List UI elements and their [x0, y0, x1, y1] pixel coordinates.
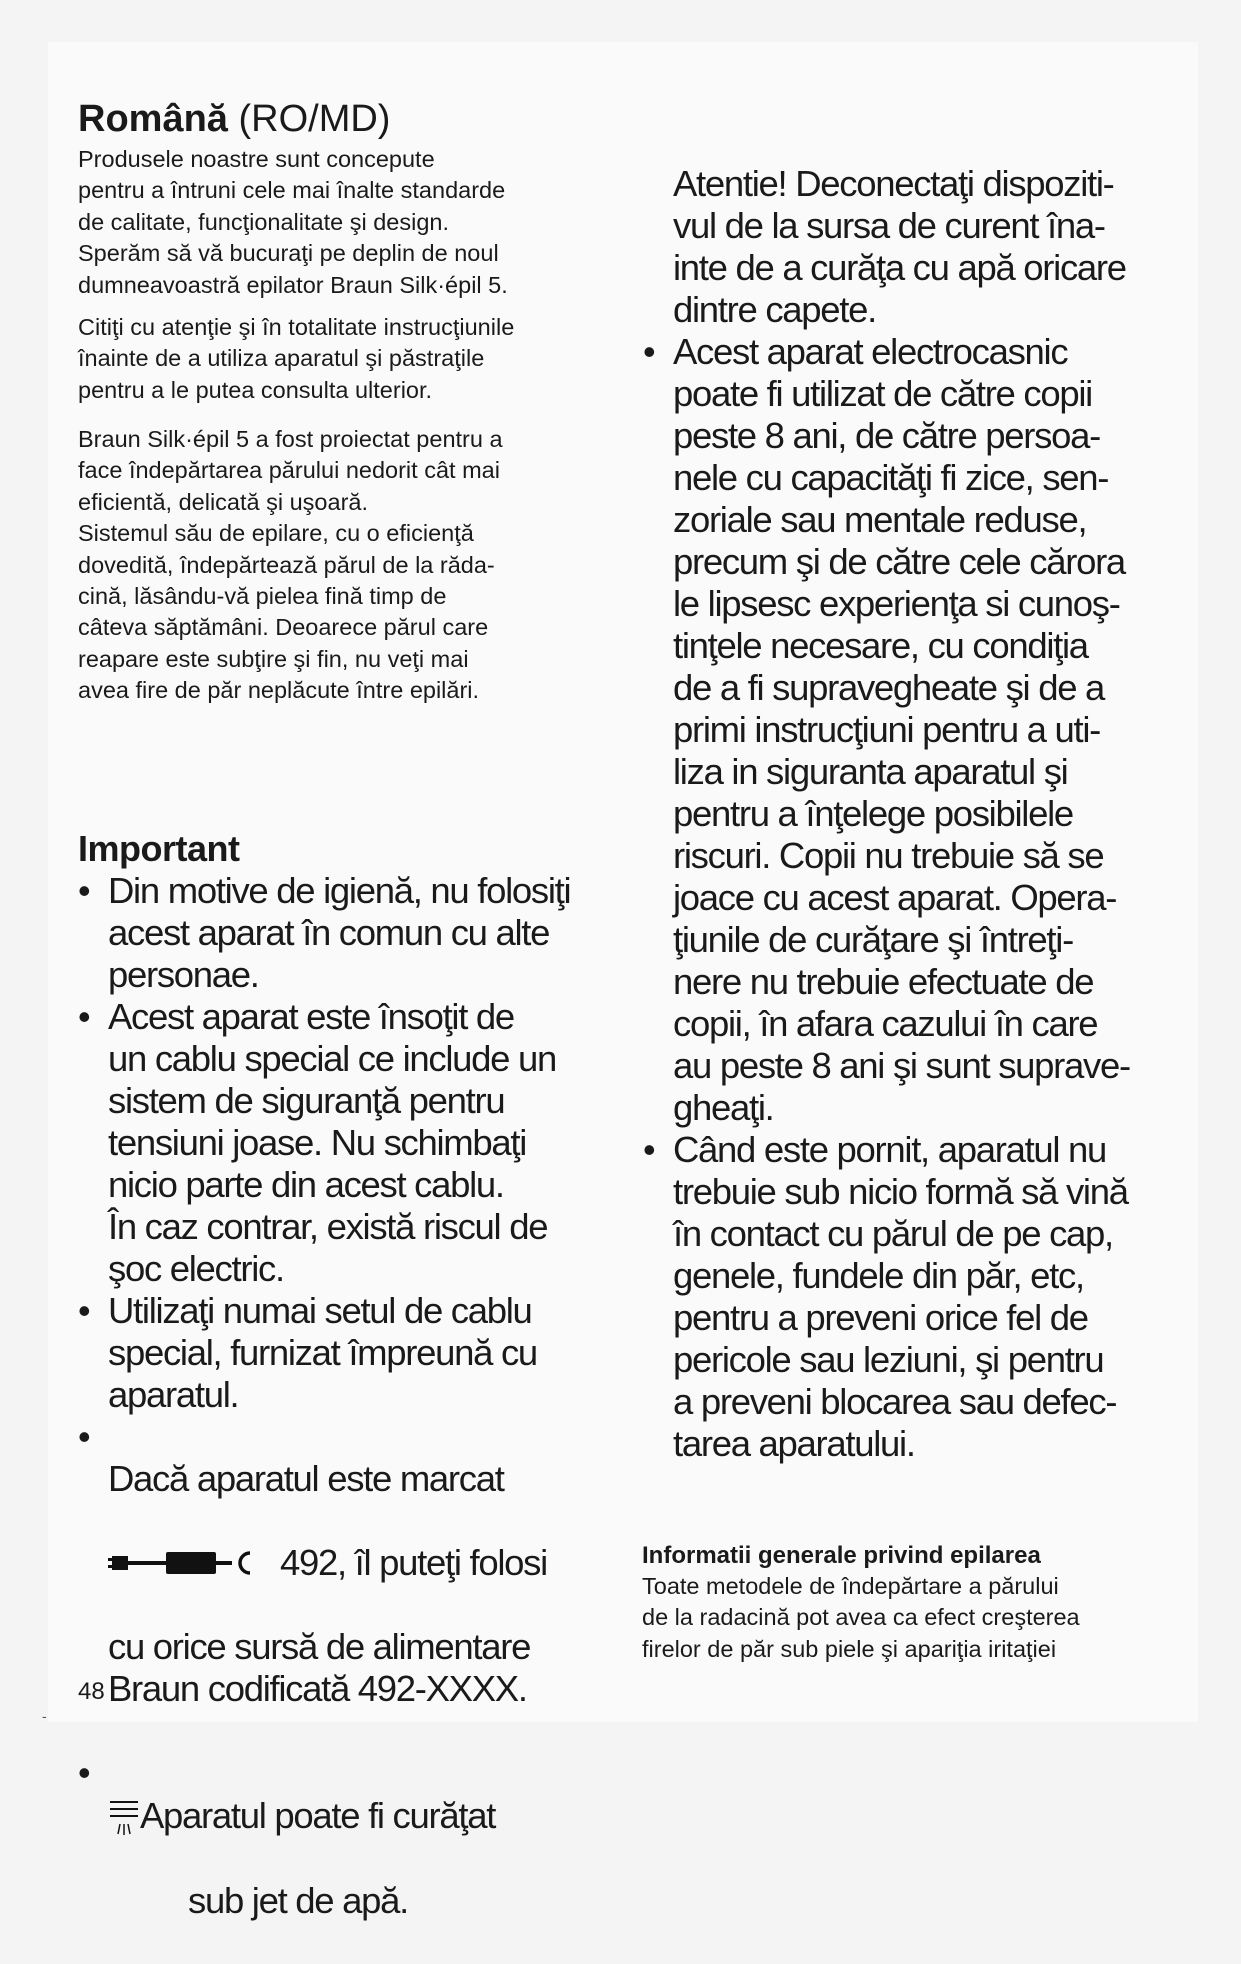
intro-paragraph-2: Citiţi cu atenţie şi în totalitate instrucţiunile înainte de a utiliza aparatul şi păstraţile pentru a le putea consulta ulterior. — [78, 314, 515, 403]
intro-paragraph-3: Braun Silk·épil 5 a fost proiectat pentru a face îndepărtarea părului nedorit cât mai eficientă, delicată şi uşoară. Sistemul său de epilare, cu o eficienţă dovedită, îndepărtează părul de la răda- cină, lăsându-vă pielea fină timp de câteva săptămâni. Deoarece părul care reapare este subţire şi fin, nu veţi mai avea fire de păr neplăcute între epilări. — [78, 426, 503, 704]
marking-item-code-line — [108, 1542, 638, 1584]
heading-code: (RO/MD) — [238, 98, 391, 140]
important-list — [78, 870, 638, 1964]
intro-paragraph-1: Produsele noastre sunt concepute pentru a întruni cele mai înalte standarde de calitate, funcţionalitate şi design. Sperăm să vă bucuraţi pe deplin de noul dumneavoastră epilator Braun Silk·épil 5. — [78, 146, 508, 298]
list-item — [643, 1129, 1183, 1465]
bullet: • — [643, 331, 656, 372]
safety-list — [643, 331, 1183, 1465]
list-item — [78, 870, 638, 996]
list-item — [78, 1416, 638, 1752]
water-jet-icon — [108, 1794, 140, 1838]
bullet: • — [78, 996, 91, 1037]
marking-item-line1: Dacă aparatul este marcat — [108, 1458, 504, 1499]
edge-mark: - — [42, 1708, 47, 1724]
page-number: 48 — [78, 1678, 105, 1705]
bullet: • — [78, 1752, 91, 1793]
hair-contact-text: Când este pornit, aparatul nu trebuie sub nicio formă să vină în contact cu părul de pe cap, genele, fundele din păr, etc, pentru a preveni orice fel de pericole sau leziuni, şi pentru a preveni blocarea sau defec- tarea aparatului. — [673, 1129, 1128, 1464]
bullet: • — [643, 1129, 656, 1170]
warning-paragraph: Atentie! Deconectaţi dispoziti- vul de la sursa de curent îna- inte de a curăţa cu apă oricare dintre capete. — [673, 163, 1126, 330]
list-item — [643, 331, 1183, 1129]
heading-language: Română — [78, 98, 228, 140]
list-item — [78, 1752, 638, 1964]
hygiene-item-text: Din motive de igienă, nu folosiţi acest aparat în comun cu alte personae. — [108, 870, 571, 995]
cable-item-text: Acest aparat este însoţit de un cablu special ce include un sistem de siguranţă pentru tensiuni joase. Nu schimbaţi nicio parte din acest cablu. În caz contrar, există riscul de şoc electric. — [108, 996, 556, 1289]
children-safety-text: Acest aparat electrocasnic poate fi utilizat de către copii peste 8 ani, de către persoa- nele cu capacităţi fi zice, sen- zoriale sau mentale reduse, precum şi de către cele cărora le lipsesc experienţa si cunoş- tinţele necesare, cu condiţia de a fi supravegheate şi de a primi instrucţiuni pentru a uti- liza in siguranta aparatul şi pentru a înţelege posibilele riscuri. Copii nu trebuie să se joace cu acest aparat. Opera- ţiunile de curăţare şi întreţi- nere nu trebuie efectuate de copii, în afara cazului în care au peste 8 ani şi sunt suprave- gheaţi. — [673, 331, 1130, 1128]
list-item — [78, 996, 638, 1290]
section-heading — [78, 96, 390, 142]
important-heading: Important — [78, 828, 240, 869]
bullet: • — [78, 870, 91, 911]
list-item — [78, 1290, 638, 1416]
marking-item-rest: cu orice sursă de alimentare Braun codificată 492-XXXX. — [108, 1626, 531, 1709]
info-paragraph: Toate metodele de îndepărtare a părului de la radacină pot avea ca efect creşterea firelor de păr sub piele şi apariţia iritaţiei — [642, 1573, 1080, 1662]
bullet: • — [78, 1416, 91, 1457]
water-item — [108, 1752, 638, 1964]
info-heading: Informatii generale privind epilarea — [642, 1542, 1041, 1569]
water-item-line1: Aparatul poate fi curăţat — [140, 1795, 496, 1836]
marking-item — [108, 1416, 638, 1752]
marking-code-text: 492, îl puteţi folosi — [280, 1542, 547, 1583]
power-plug-cable-icon — [108, 1548, 268, 1578]
bullet: • — [78, 1290, 91, 1331]
cable-set-item-text: Utilizaţi numai setul de cablu special, furnizat împreună cu aparatul. — [108, 1290, 537, 1415]
water-item-line2: sub jet de apă. — [188, 1880, 408, 1921]
